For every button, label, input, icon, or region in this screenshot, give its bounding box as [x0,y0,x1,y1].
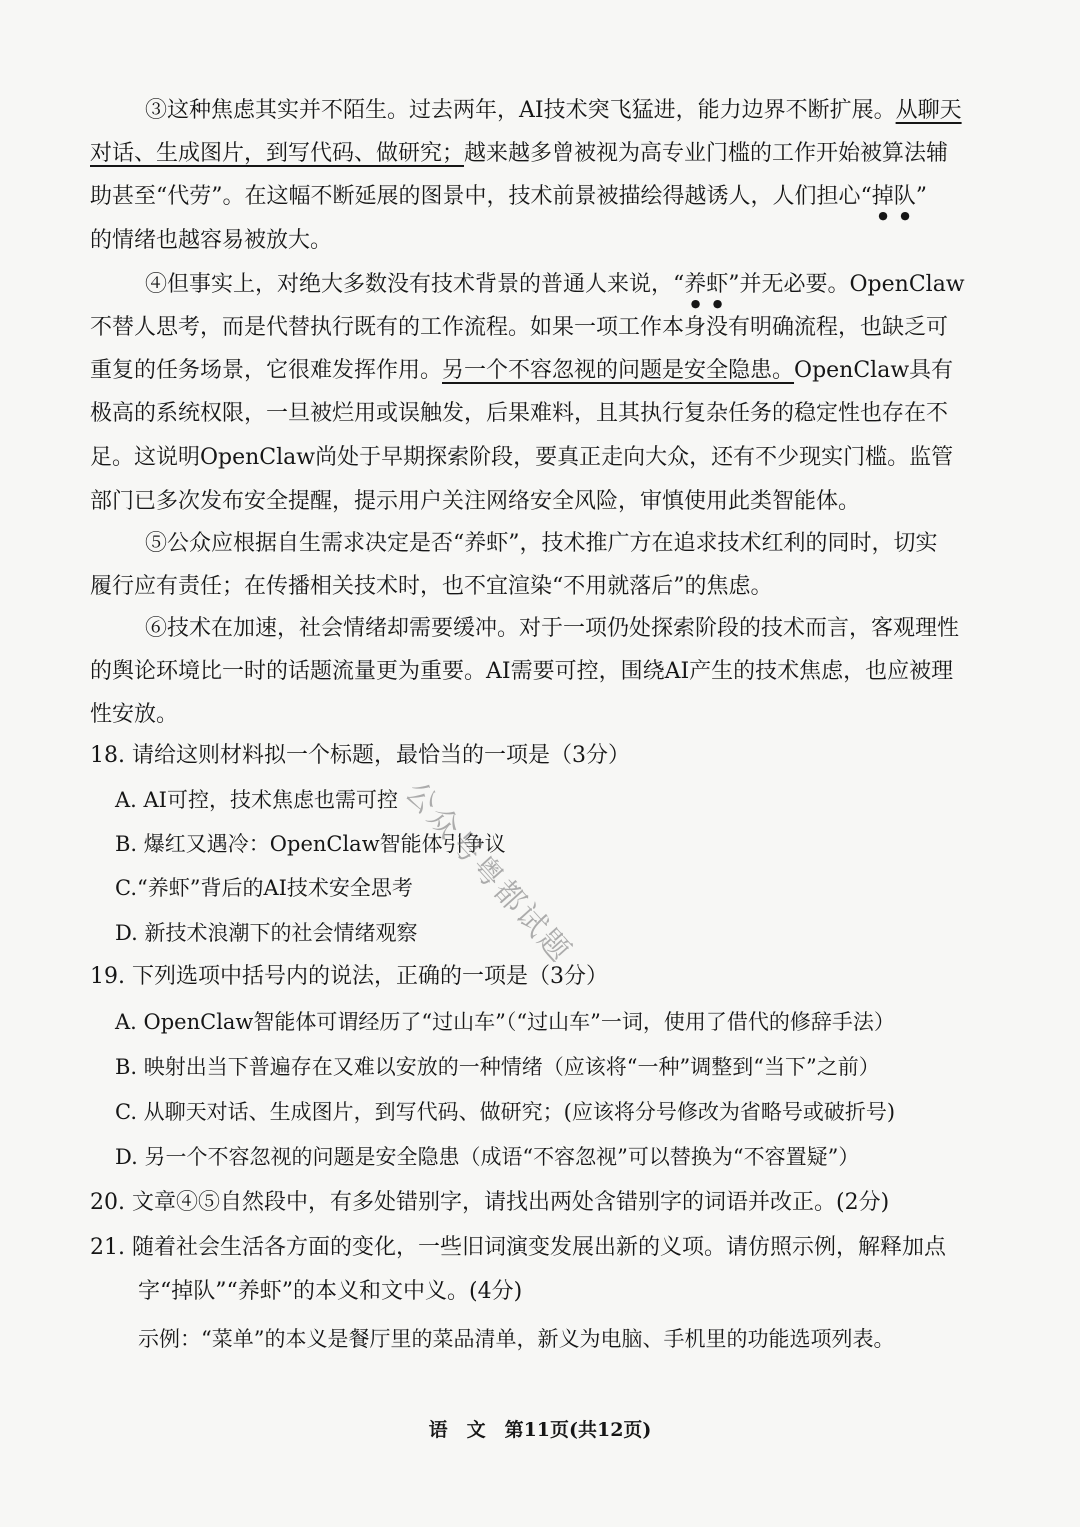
p4-text: OpenClaw具有 [794,358,954,383]
q20-stem: 20. 文章④⑤自然段中，有多处错别字，请找出两处含错别字的词语并改正。(2分) [90,1190,890,1215]
p6-text: ⑥技术在加速，社会情绪却需要缓冲。对于一项仍处探索阶段的技术而言，客观理性 [145,616,960,641]
q18-stem: 18. 请给这则材料拟一个标题，最恰当的一项是（3分） [90,743,630,768]
q19-option-c: C. 从聊天对话、生成图片，到写代码、做研究；(应该将分号修改为省略号或破折号) [115,1100,896,1124]
p3-text: 助甚至“代劳”。在这幅不断延展的图景中，技术前景被描绘得越诱人，人们担心“ [90,184,872,209]
q19-option-d: D. 另一个不容忽视的问题是安全隐患（成语“不容忽视”可以替换为“不容置疑”） [115,1145,860,1169]
q18-option-a: A. AI可控，技术焦虑也需可控 [115,788,398,812]
p4-line-1 [145,270,1080,310]
p4-line-5 [90,443,1080,473]
p3-text: ③这种焦虑其实并不陌生。过去两年，AI技术突飞猛进，能力边界不断扩展。 [145,98,896,123]
p4-text: 重复的任务场景，它很难发挥作用。 [90,358,443,383]
p3-text: 的情绪也越容易被放大。 [90,228,333,253]
q21-stem-line-2: 字“掉队”“养虾”的本义和文中义。(4分) [138,1279,523,1304]
dotted-word-yangxia: 养虾 [684,272,729,297]
p4-text: 极高的系统权限，一旦被烂用或误触发，后果难料，且其执行复杂任务的稳定性也存在不 [90,401,949,426]
q18-option-b: B. 爆红又遇冷：OpenClaw智能体引争议 [115,832,506,856]
p3-line-3 [90,182,1080,222]
p4-text: 不替人思考，而是代替执行既有的工作流程。如果一项工作本身没有明确流程，也缺乏可 [90,315,949,340]
p6-line-3 [90,700,1080,730]
p6-line-1 [145,614,1080,644]
p4-text: ④但事实上，对绝大多数没有技术背景的普通人来说，“ [145,272,685,297]
q21-stem-line-1: 21. 随着社会生活各方面的变化，一些旧词演变发展出新的义项。请仿照示例，解释加点 [90,1235,946,1260]
p4-line-4 [90,399,1080,429]
q21-example: 示例：“菜单”的本义是餐厅里的菜品清单，新义为电脑、手机里的功能选项列表。 [138,1327,895,1351]
q18-option-c: C.“养虾”背后的AI技术安全思考 [115,876,413,900]
p4-line-3 [90,356,1080,386]
p4-line-2 [90,313,1080,343]
p4-underlined: 另一个不容忽视的问题是安全隐患。 [442,358,795,383]
p4-text: 部门已多次发布安全提醒，提示用户关注网络安全风险，审慎使用此类智能体。 [90,489,861,514]
q18-option-d: D. 新技术浪潮下的社会情绪观察 [115,921,418,945]
p5-text: ⑤公众应根据自生需求决定是否“养虾”，技术推广方在追求技术红利的同时，切实 [145,531,938,556]
p3-underlined-a: 从聊天 [895,98,962,123]
p6-line-2 [90,657,1080,687]
p4-line-6 [90,487,1080,517]
watermark: 公众号粤都试题 [398,775,579,971]
page-footer: 语 文 第11页(共12页) [428,1419,652,1441]
q19-stem: 19. 下列选项中括号内的说法，正确的一项是（3分） [90,964,608,989]
p5-text: 履行应有责任；在传播相关技术时，也不宜渲染“不用就落后”的焦虑。 [90,574,773,599]
q19-option-b: B. 映射出当下普遍存在又难以安放的一种情绪（应该将“一种”调整到“当下”之前） [115,1055,880,1079]
p3-text: ” [915,184,928,209]
p6-text: 性安放。 [90,702,179,727]
p5-line-2 [90,572,1080,602]
p4-text: ”并无必要。OpenClaw [728,272,965,297]
p3-line-4 [90,226,1080,256]
p6-text: 的舆论环境比一时的话题流量更为重要。AI需要可控，围绕AI产生的技术焦虑，也应被理 [90,659,954,684]
p3-text: 越来越多曾被视为高专业门槛的工作开始被算法辅 [464,141,949,166]
dotted-word-diaodui: 掉队 [871,184,916,209]
p5-line-1 [145,529,1080,559]
p4-text: 足。这说明OpenClaw尚处于早期探索阶段，要真正走向大众，还有不少现实门槛。监管 [90,445,954,470]
p3-line-1 [145,96,1080,126]
p3-underlined-b: 对话、生成图片，到写代码、做研究； [90,141,465,166]
p3-line-2 [90,139,1080,169]
q19-option-a: A. OpenClaw智能体可谓经历了“过山车”（“过山车”一词，使用了借代的修辞手法） [115,1010,895,1034]
